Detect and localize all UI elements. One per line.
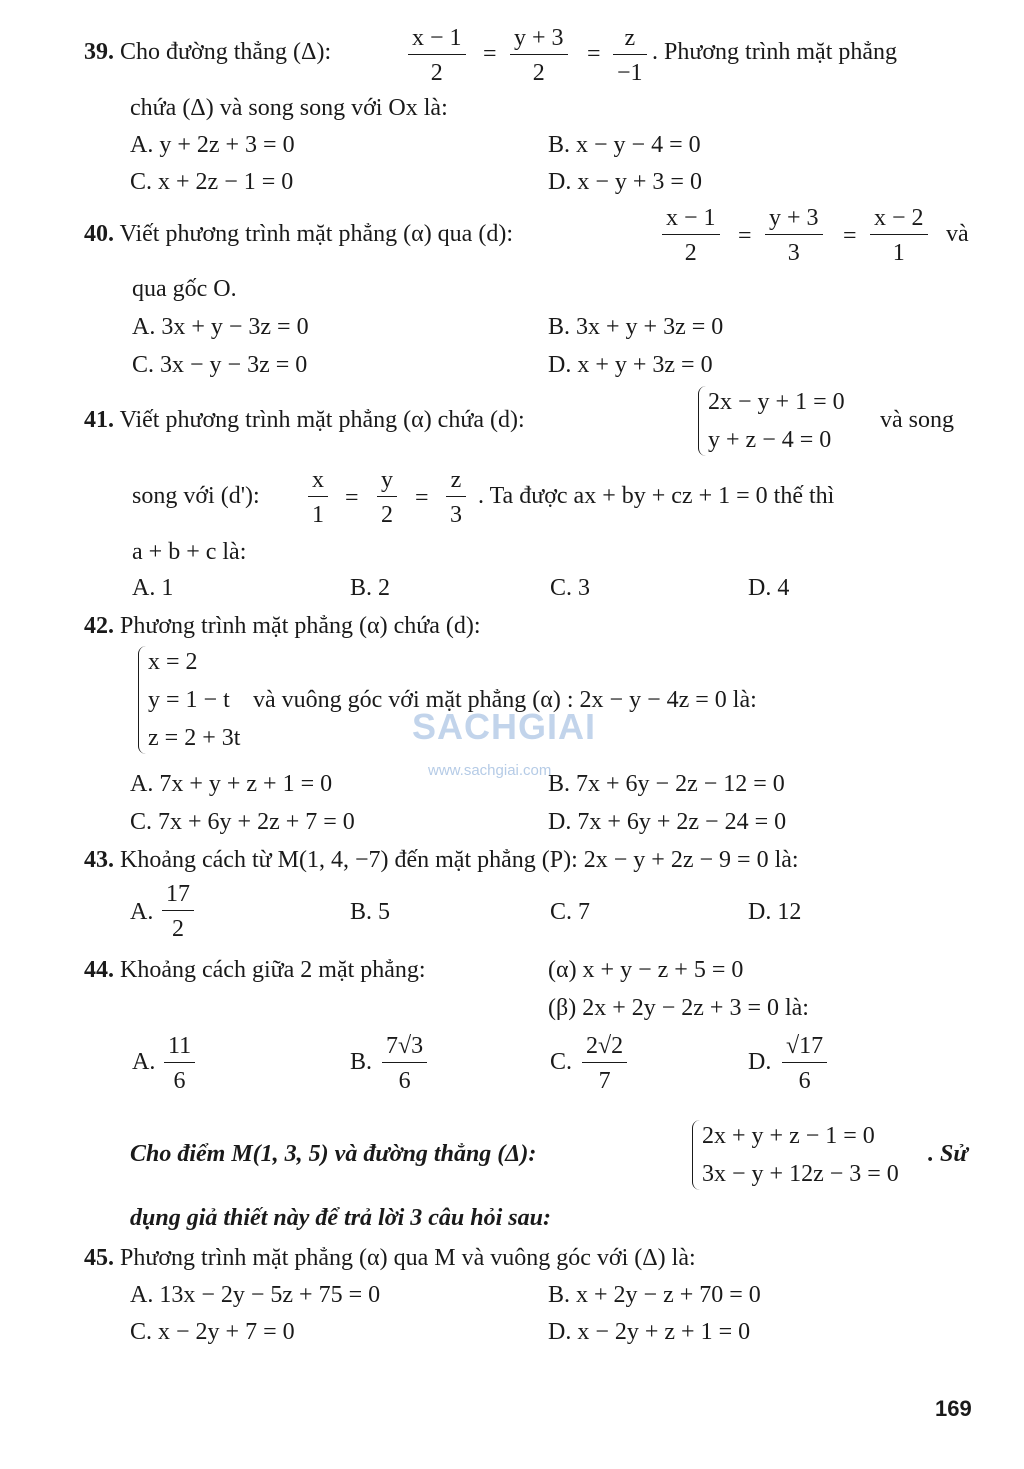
q41-stem-end: và song	[880, 407, 954, 433]
q40-fraction-x2: x − 2 1	[870, 206, 928, 265]
q43-option-c: C. 7	[550, 899, 591, 925]
q44-option-b-label: B.	[350, 1049, 373, 1075]
q41-option-a: A. 1	[132, 575, 174, 601]
q40-stem-end: và	[946, 221, 969, 247]
watermark-url: www.sachgiai.com	[428, 762, 552, 779]
given-statement: Cho điểm M(1, 3, 5) và đường thẳng (Δ):	[130, 1141, 537, 1167]
q40-number: 40.	[84, 221, 114, 247]
q45-stem: Phương trình mặt phẳng (α) qua M và vuông góc với (Δ) là:	[120, 1245, 696, 1271]
page-number: 169	[935, 1396, 972, 1421]
q41-option-d: D. 4	[748, 575, 790, 601]
q41-line2-start: song với (d'):	[132, 483, 260, 509]
q45-option-a: A. 13x − 2y − 5z + 75 = 0	[130, 1282, 381, 1308]
q45-option-b: B. x + 2y − z + 70 = 0	[548, 1282, 761, 1308]
q45-number: 45.	[84, 1245, 114, 1271]
q41-fraction-y: y 2	[377, 468, 397, 527]
watermark-logo: SACHGIAI	[412, 706, 597, 747]
q39-option-a: A. y + 2z + 3 = 0	[130, 132, 295, 158]
q43-number: 43.	[84, 847, 114, 873]
given-statement-end: . Sử	[928, 1141, 968, 1167]
q40-fraction-y: y + 3 3	[765, 206, 823, 265]
q41-fraction-z: z 3	[446, 468, 466, 527]
q40-equals-2: =	[843, 223, 857, 249]
q44-plane-beta: (β) 2x + 2y − 2z + 3 = 0 là:	[548, 995, 809, 1021]
q40-equals-1: =	[738, 223, 752, 249]
q40-option-c: C. 3x − y − 3z = 0	[132, 352, 308, 378]
q40-line2: qua gốc O.	[132, 276, 237, 302]
q39-fraction-z: z −1	[613, 26, 647, 85]
q40-line1	[84, 222, 513, 246]
q42-system: x = 2 y = 1 − t z = 2 + 3t	[138, 646, 258, 754]
q41-equals-2: =	[415, 485, 429, 511]
q41-line1	[84, 408, 525, 432]
q44-stem: Khoảng cách giữa 2 mặt phẳng:	[120, 957, 426, 983]
q39-stem-end: . Phương trình mặt phẳng	[652, 39, 898, 65]
q39-option-b: B. x − y − 4 = 0	[548, 132, 701, 158]
q45-option-d: D. x − 2y + z + 1 = 0	[548, 1319, 751, 1345]
q39-fraction-y: y + 3 2	[510, 26, 568, 85]
given-system: 2x + y + z − 1 = 0 3x − y + 12z − 3 = 0	[692, 1120, 932, 1190]
q43-option-d: D. 12	[748, 899, 802, 925]
q41-system: 2x − y + 1 = 0 y + z − 4 = 0	[698, 386, 878, 456]
q43-option-a-label: A.	[130, 899, 154, 925]
q39-equals-2: =	[587, 41, 601, 67]
q42-line1	[84, 614, 481, 638]
q39-fraction-x: x − 1 2	[408, 26, 466, 85]
q42-stem: Phương trình mặt phẳng (α) chứa (d):	[120, 613, 481, 639]
q39-option-c: C. x + 2z − 1 = 0	[130, 169, 294, 195]
q42-option-c: C. 7x + 6y + 2z + 7 = 0	[130, 809, 355, 835]
q41-option-b: B. 2	[350, 575, 391, 601]
q41-option-c: C. 3	[550, 575, 591, 601]
q45-option-c: C. x − 2y + 7 = 0	[130, 1319, 295, 1345]
q44-number: 44.	[84, 957, 114, 983]
q42-stem-end: và vuông góc với mặt phẳng (α) : 2x − y − 4z = 0 là:	[253, 687, 757, 713]
q42-option-b: B. 7x + 6y − 2z − 12 = 0	[548, 771, 785, 797]
q40-option-d: D. x + y + 3z = 0	[548, 352, 713, 378]
q44-option-a-label: A.	[132, 1049, 156, 1075]
q44-option-a-fraction: 11 6	[164, 1034, 195, 1093]
q40-option-a: A. 3x + y − 3z = 0	[132, 314, 309, 340]
q41-line3: a + b + c là:	[132, 539, 247, 565]
q45-line1	[84, 1246, 696, 1270]
q40-option-b: B. 3x + y + 3z = 0	[548, 314, 724, 340]
q44-line1	[84, 958, 426, 982]
q41-equals-1: =	[345, 485, 359, 511]
q43-line1	[84, 848, 799, 872]
q39-line1	[84, 40, 331, 64]
q42-option-d: D. 7x + 6y + 2z − 24 = 0	[548, 809, 787, 835]
q42-number: 42.	[84, 613, 114, 639]
q43-option-a-fraction: 17 2	[162, 882, 194, 941]
q42-option-a: A. 7x + y + z + 1 = 0	[130, 771, 333, 797]
q44-plane-alpha: (α) x + y − z + 5 = 0	[548, 957, 744, 983]
given-statement-line2: dụng giả thiết này để trả lời 3 câu hỏi sau:	[130, 1205, 551, 1231]
q41-number: 41.	[84, 407, 114, 433]
q40-stem: Viết phương trình mặt phẳng (α) qua (d):	[119, 221, 513, 247]
q41-line2-end: . Ta được ax + by + cz + 1 = 0 thế thì	[478, 483, 835, 509]
q44-option-d-fraction: √17 6	[782, 1034, 827, 1093]
q39-option-d: D. x − y + 3 = 0	[548, 169, 702, 195]
q44-option-d-label: D.	[748, 1049, 772, 1075]
q39-line2: chứa (Δ) và song song với Ox là:	[130, 95, 448, 121]
q39-stem: Cho đường thẳng (Δ):	[120, 39, 332, 65]
q41-stem: Viết phương trình mặt phẳng (α) chứa (d):	[119, 407, 525, 433]
q40-fraction-x: x − 1 2	[662, 206, 720, 265]
q39-number: 39.	[84, 39, 114, 65]
q39-equals-1: =	[483, 41, 497, 67]
q44-option-c-label: C.	[550, 1049, 573, 1075]
q44-option-c-fraction: 2√2 7	[582, 1034, 627, 1093]
q43-stem: Khoảng cách từ M(1, 4, −7) đến mặt phẳng (P): 2x − y + 2z − 9 = 0 là:	[120, 847, 799, 873]
q44-option-b-fraction: 7√3 6	[382, 1034, 427, 1093]
q43-option-b: B. 5	[350, 899, 391, 925]
q41-fraction-x: x 1	[308, 468, 328, 527]
